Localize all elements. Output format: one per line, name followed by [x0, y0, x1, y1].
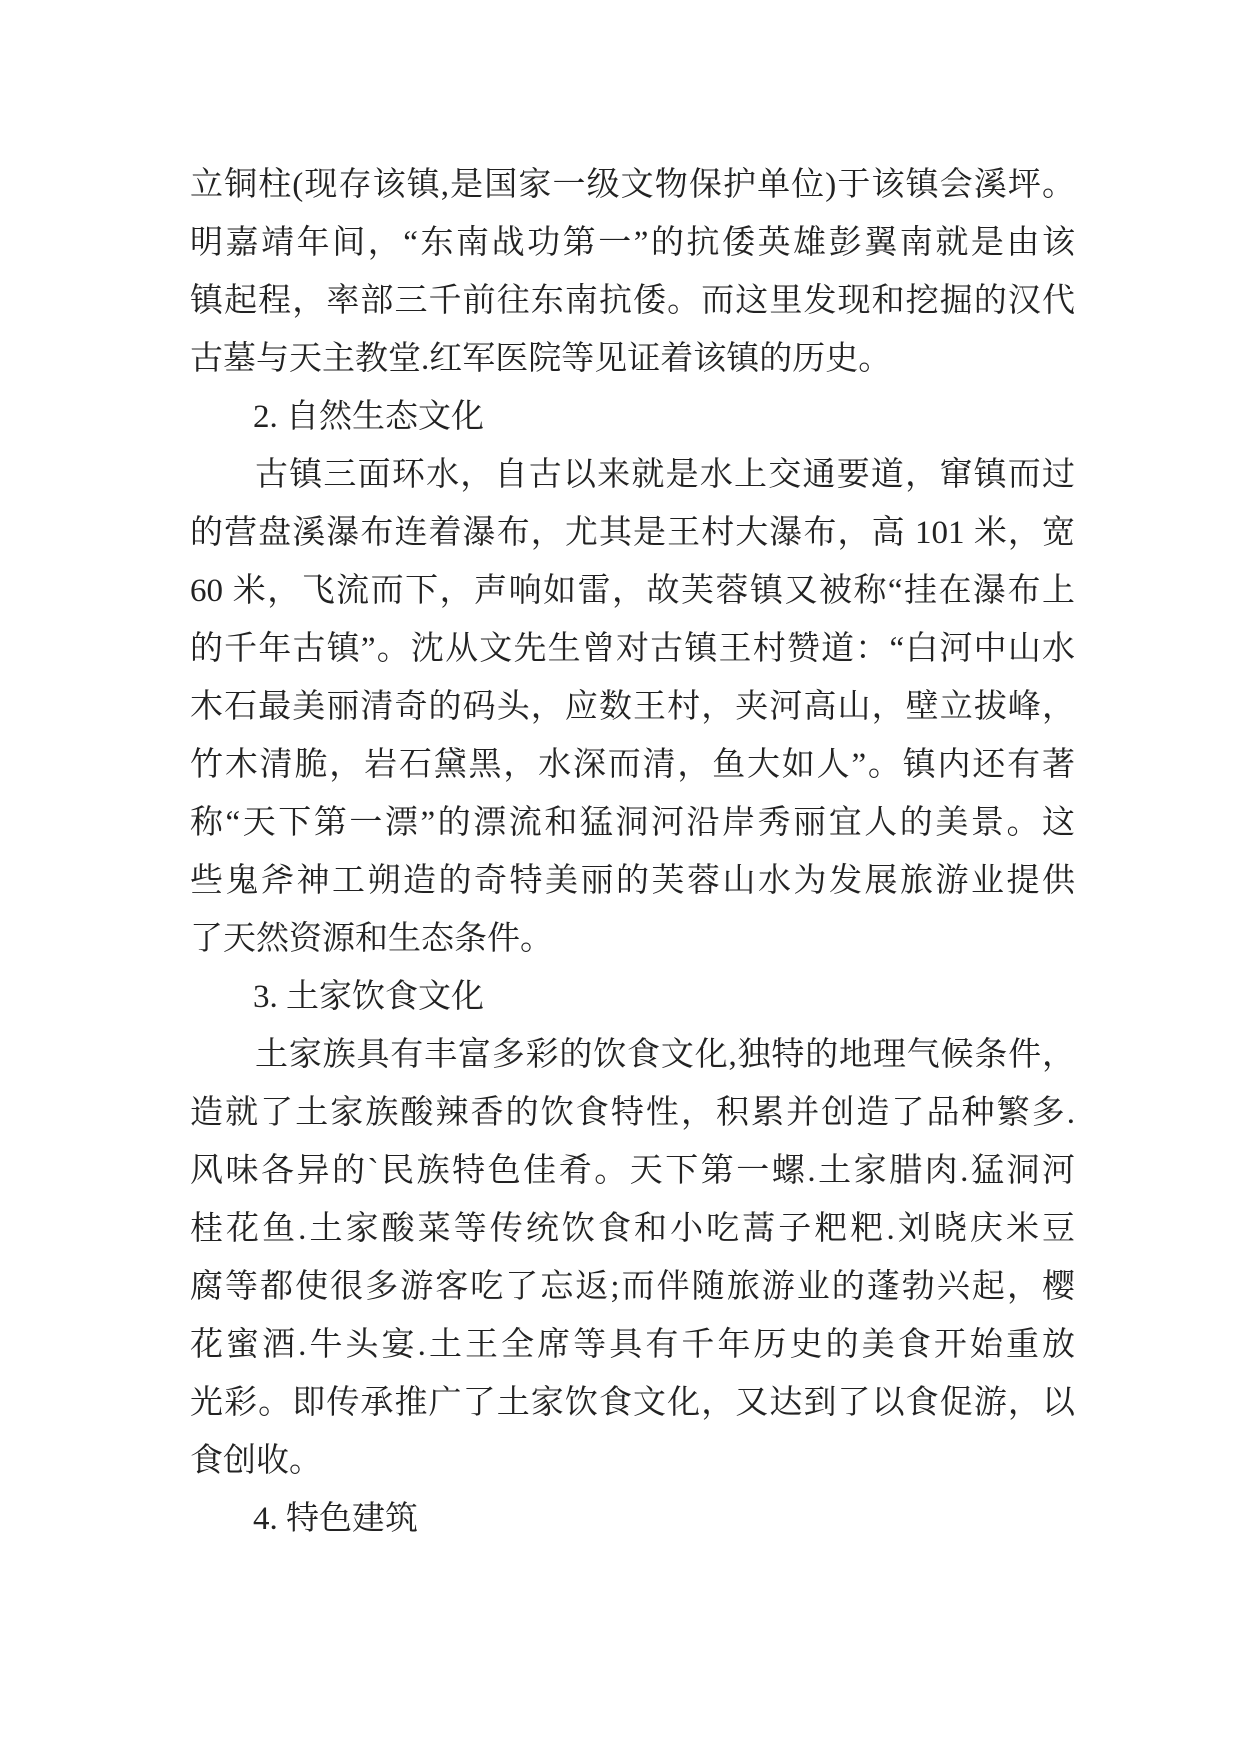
body-line-21: 花蜜酒.牛头宴.土王全席等具有千年历史的美食开始重放 [190, 1327, 1075, 1363]
body-line-1: 立铜柱(现存该镇,是国家一级文物保护单位)于该镇会溪坪。 [190, 167, 1075, 203]
body-line-10: 木石最美丽清奇的码头，应数王村，夹河高山，壁立拔峰， [190, 689, 1075, 725]
section-heading-4: 4. 特色建筑 [253, 1501, 418, 1537]
body-line-23: 食创收。 [190, 1443, 322, 1479]
body-line-17: 造就了土家族酸辣香的饮食特性，积累并创造了品种繁多. [190, 1095, 1075, 1131]
body-line-7: 的营盘溪瀑布连着瀑布，尤其是王村大瀑布，高 101 米，宽 [190, 515, 1075, 551]
body-line-8: 60 米，飞流而下，声响如雷，故芙蓉镇又被称“挂在瀑布上 [190, 573, 1075, 609]
body-line-16: 土家族具有丰富多彩的饮食文化,独特的地理气候条件， [255, 1037, 1075, 1073]
body-line-22: 光彩。即传承推广了土家饮食文化，又达到了以食促游，以 [190, 1385, 1075, 1421]
body-line-13: 些鬼斧神工朔造的奇特美丽的芙蓉山水为发展旅游业提供 [190, 863, 1075, 899]
body-line-9: 的千年古镇”。沈从文先生曾对古镇王村赞道：“白河中山水 [190, 631, 1075, 667]
body-line-12: 称“天下第一漂”的漂流和猛洞河沿岸秀丽宜人的美景。这 [190, 805, 1075, 841]
body-line-14: 了天然资源和生态条件。 [190, 921, 553, 957]
section-heading-3: 3. 土家饮食文化 [253, 979, 484, 1015]
body-line-2: 明嘉靖年间，“东南战功第一”的抗倭英雄彭翼南就是由该 [190, 225, 1075, 261]
body-line-11: 竹木清脆，岩石黛黑，水深而清，鱼大如人”。镇内还有著 [190, 747, 1075, 783]
body-line-4: 古墓与天主教堂.红军医院等见证着该镇的历史。 [190, 341, 892, 377]
body-line-20: 腐等都使很多游客吃了忘返;而伴随旅游业的蓬勃兴起，樱 [190, 1269, 1075, 1305]
body-line-3: 镇起程，率部三千前往东南抗倭。而这里发现和挖掘的汉代 [190, 283, 1075, 319]
body-line-6: 古镇三面环水，自古以来就是水上交通要道，窜镇而过 [255, 457, 1075, 493]
body-line-19: 桂花鱼.土家酸菜等传统饮食和小吃蒿子粑粑.刘晓庆米豆 [190, 1211, 1075, 1247]
section-heading-2: 2. 自然生态文化 [253, 399, 484, 435]
body-line-18: 风味各异的`民族特色佳肴。天下第一螺.土家腊肉.猛洞河 [190, 1153, 1075, 1189]
